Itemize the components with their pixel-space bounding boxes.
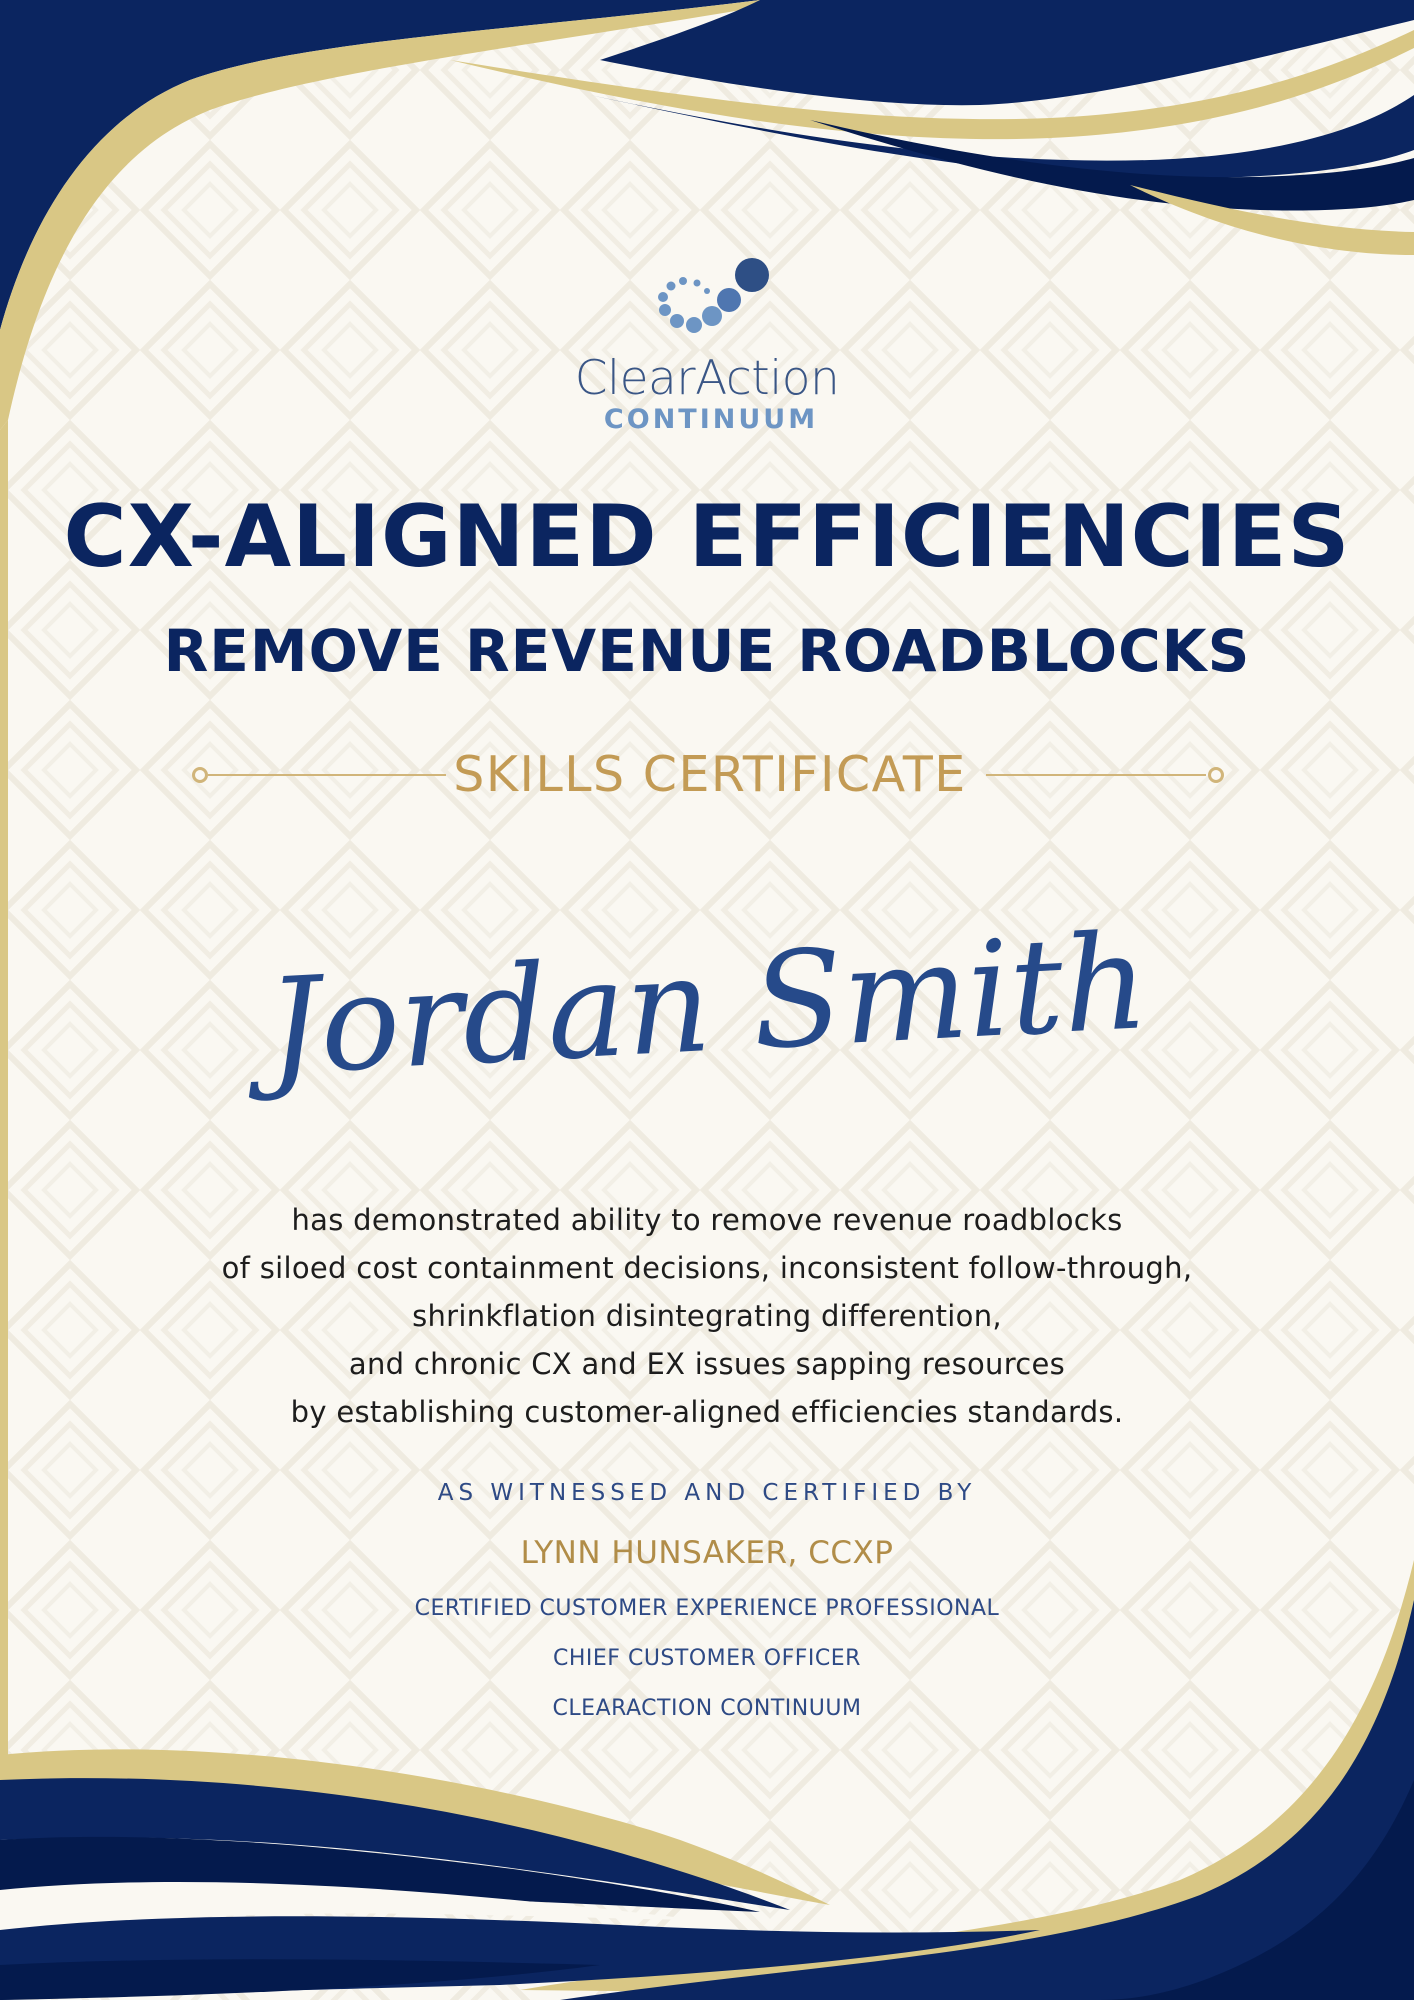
company-logo (0, 255, 1414, 433)
description-line: and chronic CX and EX issues sapping resources (348, 1347, 1066, 1381)
certificate-title: CX-ALIGNED EFFICIENCIES (63, 487, 1351, 587)
description-line: has demonstrated ability to remove revenue roadblocks (291, 1203, 1123, 1237)
certificate-description (0, 1196, 1414, 1436)
description-line: of siloed cost containment decisions, inconsistent follow-through, (221, 1251, 1193, 1285)
ornament-dot-right (1208, 767, 1224, 783)
description-line: shrinkflation disintegrating differention, (412, 1299, 1002, 1333)
description-line: by establishing customer-aligned efficiencies standards. (290, 1395, 1124, 1429)
certificate-type-label: SKILLS CERTIFICATE (453, 746, 967, 803)
signer-role: CERTIFIED CUSTOMER EXPERIENCE PROFESSIONAL (414, 1596, 1000, 1621)
certificate-subtitle: REMOVE REVENUE ROADBLOCKS (163, 617, 1251, 685)
signer-name: LYNN HUNSAKER, CCXP (520, 1535, 894, 1571)
signer-role: CHIEF CUSTOMER OFFICER (553, 1646, 861, 1671)
logo-subtitle: CONTINUUM (603, 404, 819, 435)
witness-label: AS WITNESSED AND CERTIFIED BY (437, 1480, 977, 1506)
dots-circle-logo-icon (637, 255, 777, 337)
ornament-line-right (986, 774, 1206, 776)
certificate-label-row (190, 745, 1230, 805)
signer-role: CLEARACTION CONTINUUM (552, 1696, 862, 1721)
recipient-name-text: Jordan Smith (263, 905, 1152, 1106)
recipient-name (263, 890, 1152, 1150)
logo-name: ClearAction (574, 351, 840, 406)
